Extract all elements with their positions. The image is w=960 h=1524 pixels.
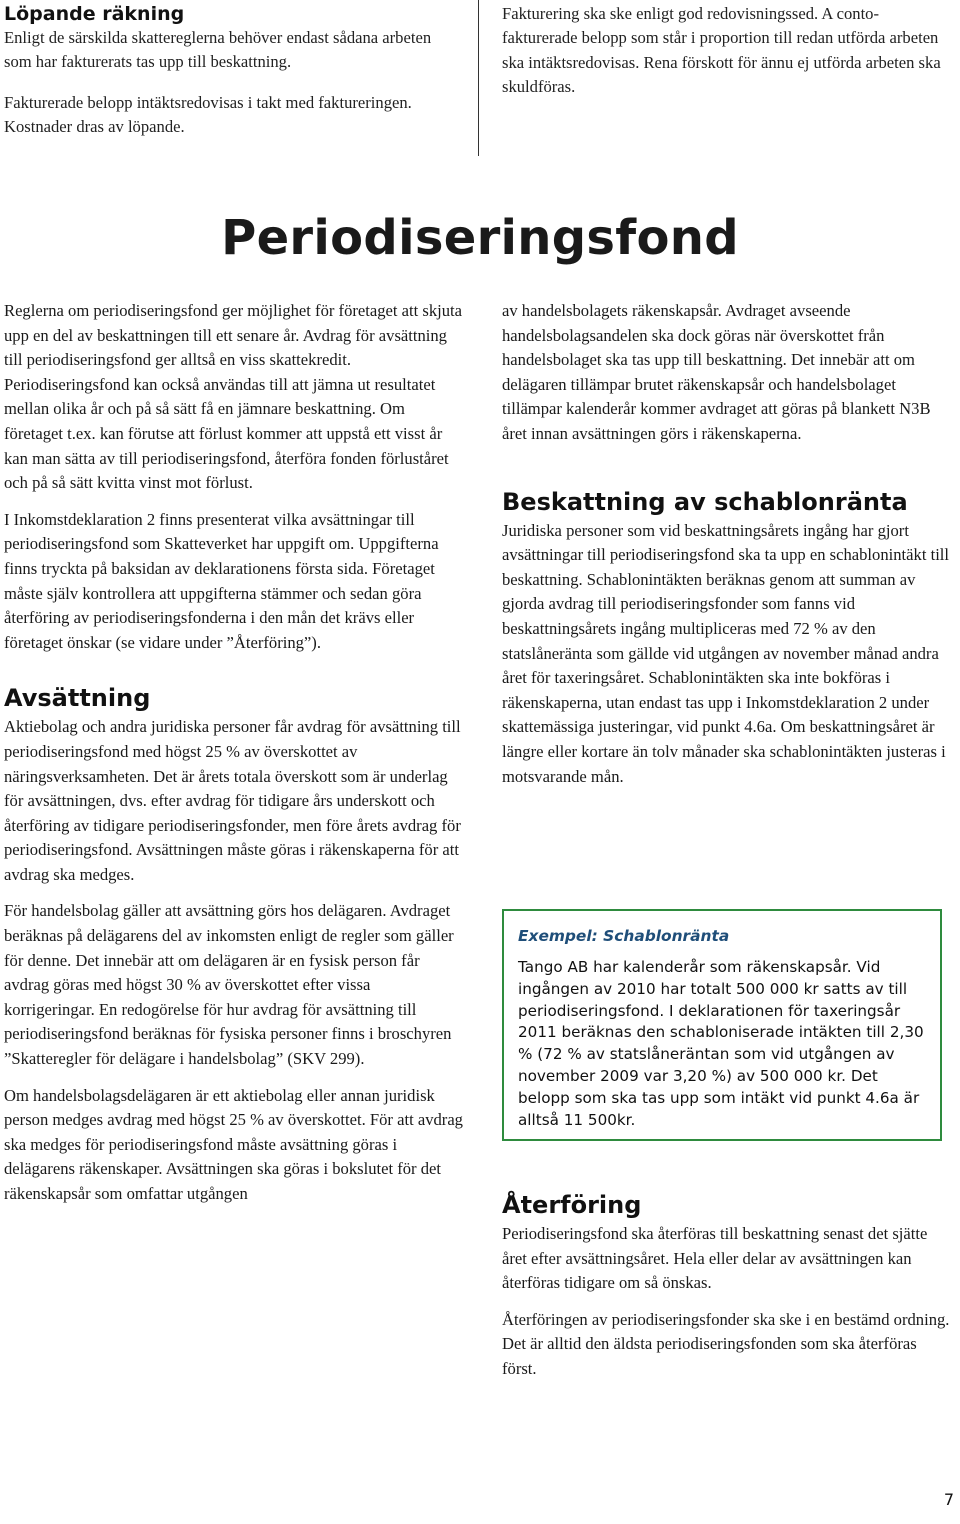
top-right-block: [502, 2, 952, 100]
continuation-para: av handelsbolagets räkenskapsår. Avdraget avseende handelsbolagsandelen ska dock göras när överskottet från handelsbolaget ska tas upp till beskattning. Det innebär att om delägaren tillämpar brutet räkenskapsår och handelsbolaget tillämpar kalenderår kommer avdraget att göras på blankett N3B året innan avsättningen görs i räkenskaperna.: [502, 301, 931, 443]
aterforing-heading: Återföring: [502, 1191, 642, 1219]
avsattning-para-1: Aktiebolag och andra juridiska personer får avdrag för avsättning till periodiseringsfond med högst 25 % av överskottet av näringsverksamheten. Det är årets totala överskott som är underlag för avsättningen, dvs. efter avdrag för tidigare års underskott och återföring av tidigare periodiseringsfonder, men före årets avdrag för periodiseringsfond. Avsättningen måste göras i räkenskaperna för att avdrag ska medges.: [4, 717, 461, 884]
avsattning-heading: Avsättning: [4, 684, 151, 713]
example-text: Tango AB har kalenderår som räkenskapsår. Vid ingången av 2010 har totalt 500 000 kr satts av till periodiseringsfond. I deklarationen för taxeringsår 2011 beräknas den schabloniserade intäkten till 2,30 % (72 % av statslåneräntan som vid utgången av november 2009 var 3,20 %) av 500 000 kr. Det belopp som ska tas upp som intäkt vid punkt 4.6a är alltså 11 500kr.: [518, 958, 924, 1129]
schablonranta-para: Juridiska personer som vid beskattningsårets ingång har gjort avsättningar till periodiseringsfond ska ta upp en schablonintäkt till beskattning. Schablonintäkten beräknas genom att summan av gjorda avdrag till periodiseringsfonder som fanns vid beskattningsårets ingång multipliceras med 72 % av den statslåneränta som gällde vid utgången av november månad andra året för taxeringsåret. Schablonintäkten ska inte bokföras i räkenskaperna, utan endast tas upp i Inkomstdeklaration 2 under skattemässiga justeringar, vid punkt 4.6a. Om beskattningsåret är längre eller kortare än tolv månader ska schablonintäkten justeras i motsvarande mån.: [502, 520, 950, 786]
page-title: Periodiseringsfond: [221, 210, 739, 266]
intro-para-1: Reglerna om periodiseringsfond ger möjlighet för företaget att skjuta upp en del av beskattningen till ett senare år. Avdrag för avsättning till periodiseringsfond ger alltså en viss skattekredit. Periodiseringsfond kan också användas till att jämna ut resultatet mellan olika år och på så sätt få en jämnare beskattning. Om företaget t.ex. kan förutse att förlust kommer att uppstå ett visst år kan man sätta av till periodiseringsfond, återföra fonden förluståret och på så sätt kvitta vinst mot förlust.: [4, 301, 463, 493]
lopande-rakning-heading: Löpande räkning: [4, 3, 185, 25]
avsattning-para-2: För handelsbolag gäller att avsättning görs hos delägaren. Avdraget beräknas på delägarens del av inkomsten enligt de regler som gäller för denne. Det innebär att om delägaren är en fysisk person får avdrag göras med högst 30 % av överskottet efter vissa korrigeringar. En redogörelse för hur avdrag för avsättning till periodiseringsfond beräknas för fysiska personer finns i broschyren ”Skatteregler för delägare i handelsbolag” (SKV 299).: [4, 901, 454, 1069]
left-column: [4, 299, 464, 1207]
right-column: [502, 299, 954, 789]
aterforing-para-2: Återföringen av periodiseringsfonder ska ske i en bestämd ordning. Det är alltid den äldsta periodiseringsfonden som ska återföras först.: [502, 1309, 950, 1378]
page-number: 7: [943, 1490, 954, 1509]
top-left-block: [4, 2, 450, 140]
aterforing-para-1: Periodiseringsfond ska återföras till beskattning senast det sjätte året efter avsättningsåret. Hela eller delar av avsättningen kan återföras tidigare om så önskas.: [502, 1224, 928, 1293]
lopande-rakning-para-1: Enligt de särskilda skattereglerna behöver endast sådana arbeten som har fakturerats tas upp till beskattning.: [4, 28, 432, 72]
example-box: [502, 909, 942, 1141]
schablonranta-heading: Beskattning av schablonränta: [502, 487, 908, 516]
example-title: Exempel: Schablonränta: [518, 927, 730, 945]
aterforing-section: [502, 1190, 954, 1382]
column-divider: [478, 0, 479, 156]
avsattning-para-3: Om handelsbolagsdelägaren är ett aktiebolag eller annan juridisk person medges avdrag med högst 25 % av överskottet. För att avdrag ska medges för periodiseringsfond måste avsättning göras i delägarens räkenskaper. Avsättningen ska göras i bokslutet för det räkenskapsår som omfattar utgången: [4, 1085, 463, 1203]
lopande-rakning-para-2: Fakturerade belopp intäktsredovisas i takt med faktureringen. Kostnader dras av löpande.: [4, 92, 412, 137]
fakturering-para: Fakturering ska ske enligt god redovisningssed. A conto-fakturerade belopp som står i proportion till redan utförda arbeten ska intäktsredovisas. Rena förskott för ännu ej utförda arbeten ska skuldföras.: [502, 4, 941, 97]
intro-para-2: I Inkomstdeklaration 2 finns presenterat vilka avsättningar till periodiseringsfond som Skatteverket har uppgift om. Uppgifterna finns tryckta på baksidan av deklarationens första sida. Företaget måste själv kontrollera att uppgifterna stämmer och sedan göra återföring av periodiseringsfonderna i den mån det krävs eller företaget önskar (se vidare under ”Återföring”).: [4, 509, 439, 652]
